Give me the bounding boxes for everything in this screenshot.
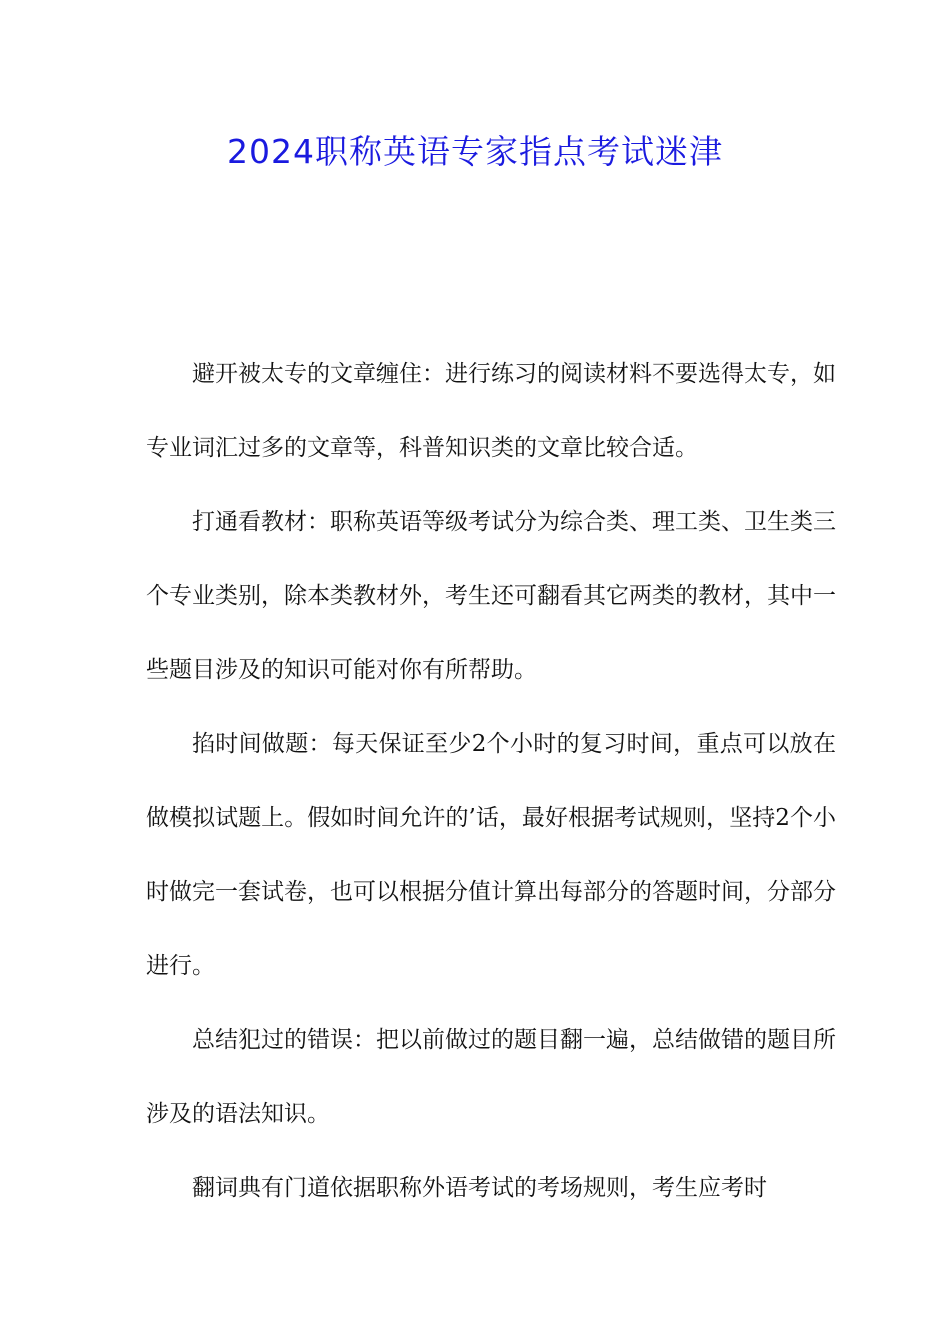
- paragraph-summarize-mistakes: 总结犯过的错误：把以前做过的题目翻一遍，总结做错的题目所涉及的语法知识。: [146, 1027, 836, 1127]
- paragraph-dictionary-tips: 翻词典有门道依据职称外语考试的考场规则，考生应考时: [192, 1175, 767, 1201]
- document-title: 2024职称英语专家指点考试迷津: [227, 132, 723, 171]
- paragraph-avoid-specialized-articles: 避开被太专的文章缠住：进行练习的阅读材料不要选得太专，如专业词汇过多的文章等，科普知识类的文章比较合适。: [146, 361, 836, 461]
- document-body: [146, 337, 836, 1225]
- paragraph-read-textbooks: 打通看教材：职称英语等级考试分为综合类、理工类、卫生类三个专业类别，除本类教材外，考生还可翻看其它两类的教材，其中一些题目涉及的知识可能对你有所帮助。: [146, 509, 836, 683]
- paragraph-timed-practice: 掐时间做题：每天保证至少2个小时的复习时间，重点可以放在做模拟试题上。假如时间允许的’话，最好根据考试规则，坚持2个小时做完一套试卷，也可以根据分值计算出每部分的答题时间，分部分进行。: [146, 731, 836, 979]
